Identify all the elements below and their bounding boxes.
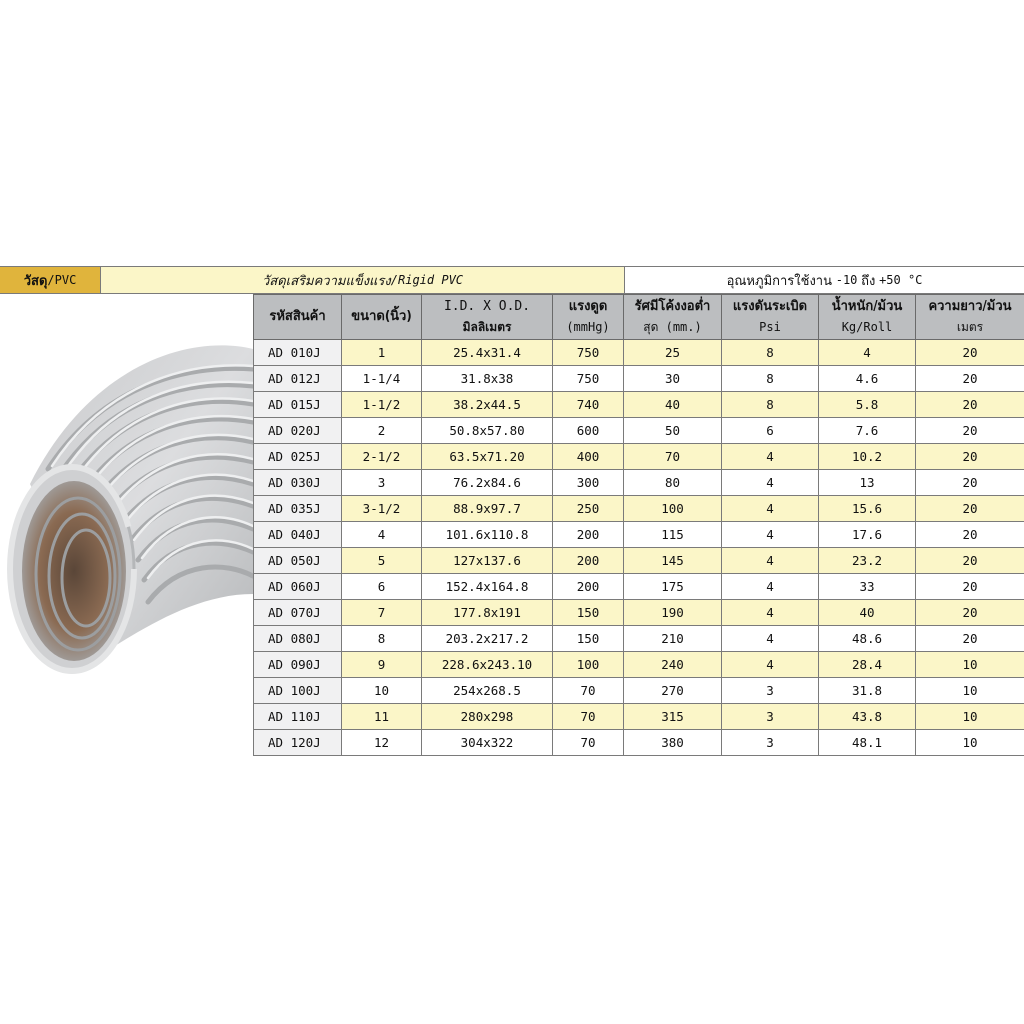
table-row — [254, 418, 1024, 444]
cell-id-od-mm: 280x298 — [422, 704, 553, 730]
table-row — [254, 340, 1024, 366]
cell-length-m-roll: 20 — [916, 392, 1024, 418]
cell-burst-psi: 4 — [722, 626, 819, 652]
cell-product-code: AD 040J — [254, 522, 342, 548]
cell-length-m-roll: 10 — [916, 652, 1024, 678]
spec-table — [253, 294, 1024, 756]
cell-suction-mmhg: 200 — [553, 522, 624, 548]
cell-size-inch: 11 — [342, 704, 422, 730]
cell-size-inch: 10 — [342, 678, 422, 704]
cell-length-m-roll: 10 — [916, 730, 1024, 756]
cell-suction-mmhg: 600 — [553, 418, 624, 444]
spec-table-head — [254, 295, 1024, 340]
cell-weight-kg-roll: 48.1 — [819, 730, 916, 756]
table-row — [254, 366, 1024, 392]
cell-burst-psi: 4 — [722, 600, 819, 626]
column-header-suction: แรงดูด (mmHg) — [553, 295, 624, 340]
cell-weight-kg-roll: 5.8 — [819, 392, 916, 418]
cell-id-od-mm: 88.9x97.7 — [422, 496, 553, 522]
cell-burst-psi: 3 — [722, 704, 819, 730]
cell-id-od-mm: 177.8x191 — [422, 600, 553, 626]
cell-weight-kg-roll: 17.6 — [819, 522, 916, 548]
cell-bend-radius-mm: 50 — [624, 418, 722, 444]
cell-burst-psi: 4 — [722, 574, 819, 600]
cell-suction-mmhg: 300 — [553, 470, 624, 496]
column-header-diameter: I.D. X O.D. มิลลิเมตร — [422, 295, 553, 340]
cell-id-od-mm: 127x137.6 — [422, 548, 553, 574]
cell-suction-mmhg: 750 — [553, 340, 624, 366]
cell-product-code: AD 025J — [254, 444, 342, 470]
temperature-cell — [625, 267, 1024, 293]
cell-size-inch: 1 — [342, 340, 422, 366]
cell-product-code: AD 060J — [254, 574, 342, 600]
cell-product-code: AD 110J — [254, 704, 342, 730]
cell-bend-radius-mm: 190 — [624, 600, 722, 626]
cell-burst-psi: 8 — [722, 340, 819, 366]
table-row — [254, 626, 1024, 652]
cell-bend-radius-mm: 145 — [624, 548, 722, 574]
cell-product-code: AD 100J — [254, 678, 342, 704]
cell-bend-radius-mm: 115 — [624, 522, 722, 548]
cell-id-od-mm: 38.2x44.5 — [422, 392, 553, 418]
cell-weight-kg-roll: 23.2 — [819, 548, 916, 574]
cell-burst-psi: 3 — [722, 730, 819, 756]
cell-id-od-mm: 25.4x31.4 — [422, 340, 553, 366]
cell-suction-mmhg: 750 — [553, 366, 624, 392]
cell-size-inch: 4 — [342, 522, 422, 548]
column-header-size: ขนาด(นิ้ว) — [342, 295, 422, 340]
cell-bend-radius-mm: 30 — [624, 366, 722, 392]
reinforcement-value: /Rigid PVC — [390, 273, 464, 287]
cell-size-inch: 7 — [342, 600, 422, 626]
cell-burst-psi: 4 — [722, 548, 819, 574]
spec-sheet — [0, 266, 1024, 758]
header-row — [254, 295, 1024, 340]
cell-id-od-mm: 76.2x84.6 — [422, 470, 553, 496]
cell-id-od-mm: 63.5x71.20 — [422, 444, 553, 470]
cell-bend-radius-mm: 315 — [624, 704, 722, 730]
cell-id-od-mm: 203.2x217.2 — [422, 626, 553, 652]
cell-suction-mmhg: 100 — [553, 652, 624, 678]
cell-suction-mmhg: 70 — [553, 678, 624, 704]
cell-burst-psi: 4 — [722, 496, 819, 522]
cell-bend-radius-mm: 270 — [624, 678, 722, 704]
cell-length-m-roll: 20 — [916, 626, 1024, 652]
cell-id-od-mm: 254x268.5 — [422, 678, 553, 704]
cell-product-code: AD 050J — [254, 548, 342, 574]
table-row — [254, 496, 1024, 522]
cell-product-code: AD 090J — [254, 652, 342, 678]
cell-size-inch: 8 — [342, 626, 422, 652]
cell-product-code: AD 020J — [254, 418, 342, 444]
cell-suction-mmhg: 250 — [553, 496, 624, 522]
cell-weight-kg-roll: 48.6 — [819, 626, 916, 652]
cell-product-code: AD 015J — [254, 392, 342, 418]
temperature-label: อุณหภูมิการใช้งาน — [726, 273, 832, 289]
cell-length-m-roll: 20 — [916, 548, 1024, 574]
cell-bend-radius-mm: 70 — [624, 444, 722, 470]
cell-length-m-roll: 20 — [916, 366, 1024, 392]
cell-bend-radius-mm: 380 — [624, 730, 722, 756]
cell-product-code: AD 010J — [254, 340, 342, 366]
cell-burst-psi: 4 — [722, 522, 819, 548]
spec-header-bar — [0, 266, 1024, 294]
cell-suction-mmhg: 200 — [553, 574, 624, 600]
cell-bend-radius-mm: 240 — [624, 652, 722, 678]
cell-burst-psi: 4 — [722, 652, 819, 678]
cell-length-m-roll: 20 — [916, 496, 1024, 522]
cell-length-m-roll: 20 — [916, 574, 1024, 600]
cell-size-inch: 3 — [342, 470, 422, 496]
cell-size-inch: 2 — [342, 418, 422, 444]
cell-product-code: AD 080J — [254, 626, 342, 652]
cell-length-m-roll: 10 — [916, 704, 1024, 730]
temperature-to: ถึง — [861, 273, 876, 289]
table-row — [254, 600, 1024, 626]
cell-id-od-mm: 228.6x243.10 — [422, 652, 553, 678]
reinforcement-label: วัสดุเสริมความแข็งแรง — [261, 273, 391, 289]
table-row — [254, 470, 1024, 496]
table-row — [254, 548, 1024, 574]
material-cell — [0, 267, 101, 293]
cell-weight-kg-roll: 40 — [819, 600, 916, 626]
cell-weight-kg-roll: 15.6 — [819, 496, 916, 522]
cell-weight-kg-roll: 7.6 — [819, 418, 916, 444]
cell-suction-mmhg: 400 — [553, 444, 624, 470]
table-row — [254, 392, 1024, 418]
cell-id-od-mm: 152.4x164.8 — [422, 574, 553, 600]
table-row — [254, 704, 1024, 730]
cell-burst-psi: 8 — [722, 366, 819, 392]
cell-bend-radius-mm: 40 — [624, 392, 722, 418]
material-value: /PVC — [47, 273, 77, 287]
temperature-min: -10 — [835, 273, 858, 287]
cell-length-m-roll: 20 — [916, 470, 1024, 496]
cell-size-inch: 1-1/4 — [342, 366, 422, 392]
column-header-burst-pressure: แรงดันระเบิด Psi — [722, 295, 819, 340]
cell-burst-psi: 6 — [722, 418, 819, 444]
cell-size-inch: 6 — [342, 574, 422, 600]
cell-weight-kg-roll: 4.6 — [819, 366, 916, 392]
cell-product-code: AD 035J — [254, 496, 342, 522]
cell-bend-radius-mm: 80 — [624, 470, 722, 496]
spec-table-body — [254, 340, 1024, 756]
cell-suction-mmhg: 150 — [553, 626, 624, 652]
cell-suction-mmhg: 200 — [553, 548, 624, 574]
table-row — [254, 522, 1024, 548]
cell-size-inch: 3-1/2 — [342, 496, 422, 522]
cell-bend-radius-mm: 175 — [624, 574, 722, 600]
cell-suction-mmhg: 70 — [553, 730, 624, 756]
cell-weight-kg-roll: 43.8 — [819, 704, 916, 730]
cell-weight-kg-roll: 33 — [819, 574, 916, 600]
cell-suction-mmhg: 740 — [553, 392, 624, 418]
cell-size-inch: 1-1/2 — [342, 392, 422, 418]
cell-weight-kg-roll: 13 — [819, 470, 916, 496]
cell-suction-mmhg: 150 — [553, 600, 624, 626]
column-header-code: รหัสสินค้า — [254, 295, 342, 340]
cell-length-m-roll: 20 — [916, 418, 1024, 444]
material-label: วัสดุ — [23, 273, 48, 289]
cell-length-m-roll: 20 — [916, 522, 1024, 548]
cell-burst-psi: 3 — [722, 678, 819, 704]
cell-burst-psi: 4 — [722, 444, 819, 470]
column-header-length: ความยาว/ม้วน เมตร — [916, 295, 1024, 340]
cell-bend-radius-mm: 100 — [624, 496, 722, 522]
table-row — [254, 652, 1024, 678]
cell-id-od-mm: 31.8x38 — [422, 366, 553, 392]
cell-burst-psi: 8 — [722, 392, 819, 418]
pvc-hose-image — [0, 294, 253, 758]
cell-length-m-roll: 20 — [916, 340, 1024, 366]
column-header-bend-radius: รัศมีโค้งงอต่ำ สุด (mm.) — [624, 295, 722, 340]
cell-id-od-mm: 50.8x57.80 — [422, 418, 553, 444]
cell-weight-kg-roll: 10.2 — [819, 444, 916, 470]
reinforcement-cell — [101, 267, 625, 293]
cell-id-od-mm: 304x322 — [422, 730, 553, 756]
cell-bend-radius-mm: 25 — [624, 340, 722, 366]
cell-size-inch: 2-1/2 — [342, 444, 422, 470]
table-row — [254, 444, 1024, 470]
cell-size-inch: 9 — [342, 652, 422, 678]
table-row — [254, 574, 1024, 600]
cell-product-code: AD 120J — [254, 730, 342, 756]
cell-bend-radius-mm: 210 — [624, 626, 722, 652]
cell-suction-mmhg: 70 — [553, 704, 624, 730]
cell-size-inch: 5 — [342, 548, 422, 574]
temperature-max: +50 °C — [879, 273, 923, 287]
cell-length-m-roll: 10 — [916, 678, 1024, 704]
cell-weight-kg-roll: 31.8 — [819, 678, 916, 704]
cell-product-code: AD 012J — [254, 366, 342, 392]
cell-weight-kg-roll: 4 — [819, 340, 916, 366]
cell-length-m-roll: 20 — [916, 600, 1024, 626]
cell-weight-kg-roll: 28.4 — [819, 652, 916, 678]
table-row — [254, 678, 1024, 704]
column-header-weight: น้ำหนัก/ม้วน Kg/Roll — [819, 295, 916, 340]
cell-product-code: AD 070J — [254, 600, 342, 626]
cell-burst-psi: 4 — [722, 470, 819, 496]
cell-id-od-mm: 101.6x110.8 — [422, 522, 553, 548]
cell-product-code: AD 030J — [254, 470, 342, 496]
cell-size-inch: 12 — [342, 730, 422, 756]
table-row — [254, 730, 1024, 756]
cell-length-m-roll: 20 — [916, 444, 1024, 470]
